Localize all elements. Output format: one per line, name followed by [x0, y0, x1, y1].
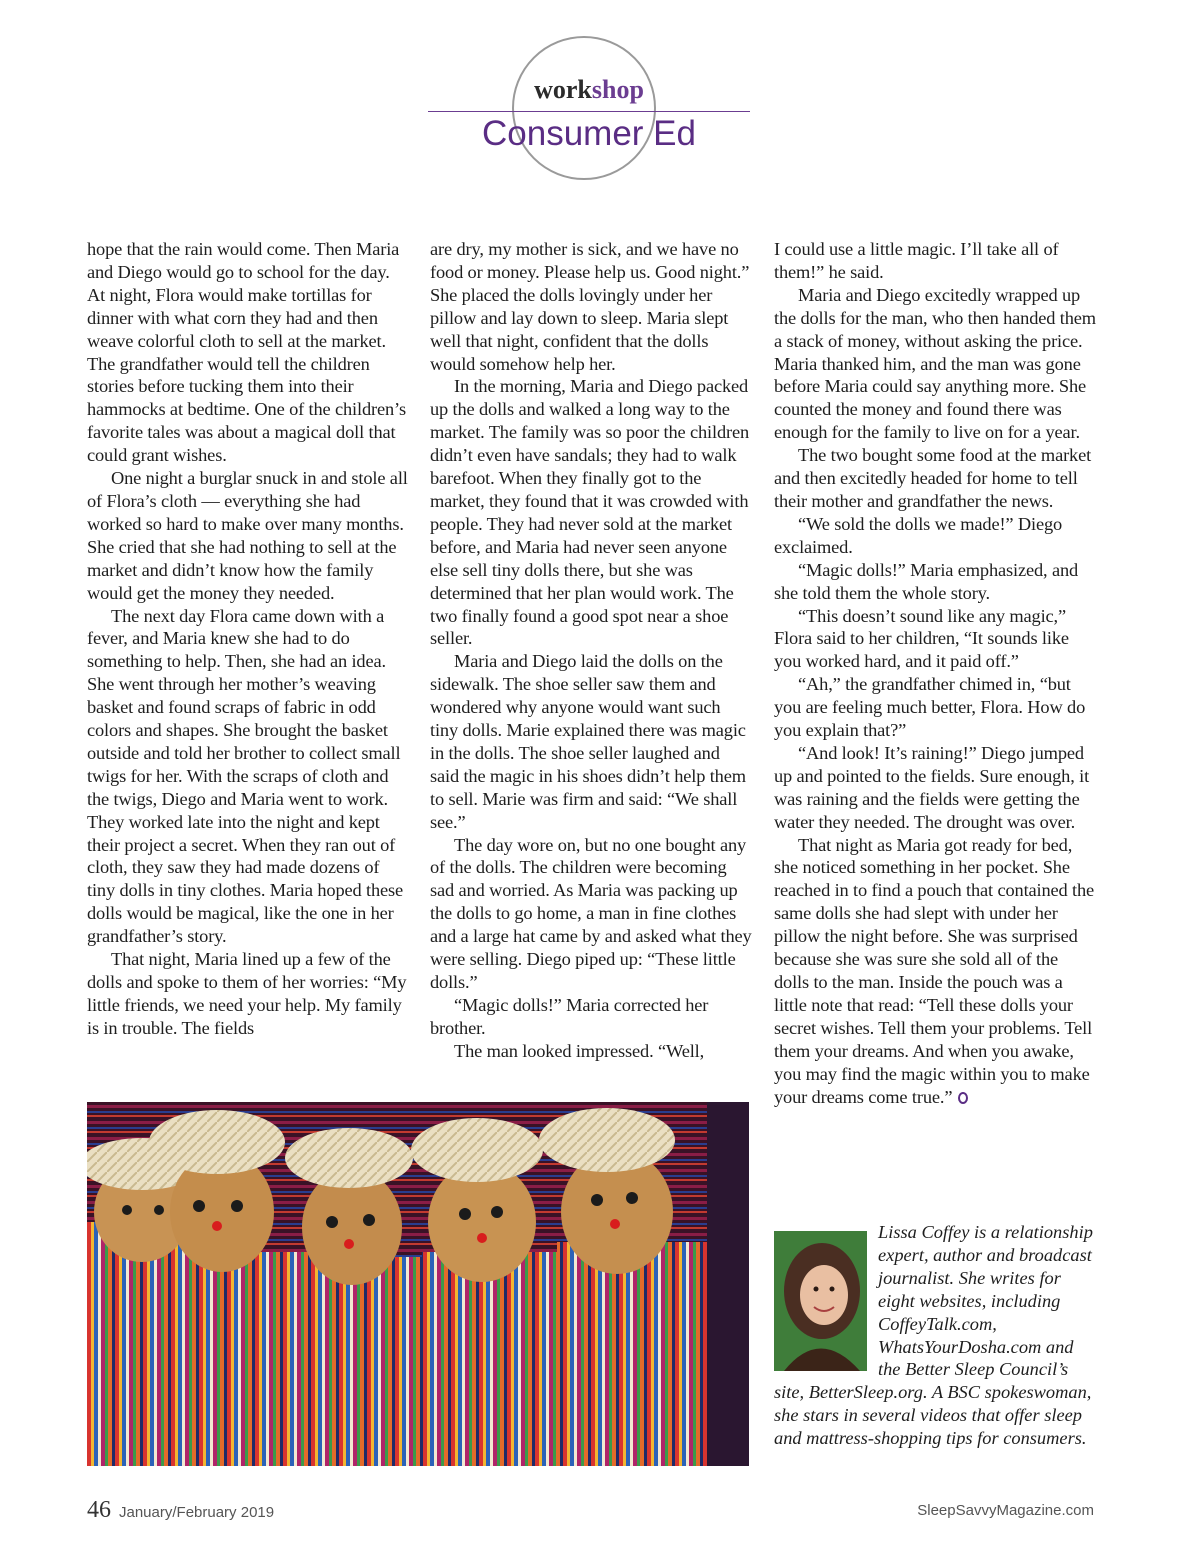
paragraph: “Magic dolls!” Maria corrected her brother.	[430, 994, 709, 1038]
issue-date: January/February 2019	[119, 1504, 275, 1521]
paragraph: The day wore on, but no one bought any of the dolls. The children were becoming sad and worried. As Maria was packing up the dolls to go home, a man in fine clothes and a large hat came by and asked what they were selling. Diego piped up: “These little dolls.”	[430, 834, 752, 992]
paragraph: hope that the rain would come. Then Maria and Diego would go to school for the day. At night, Flora would make tortillas for dinner with what corn they had and then weave colorful cloth to sell at the market. The grandfather would tell the children stories before tucking them into their hammocks at bedtime. One of the children’s favorite tales was about a magical doll that could grant wishes.	[87, 239, 407, 466]
magazine-website: SleepSavvyMagazine.com	[917, 1502, 1094, 1519]
header-ring	[512, 36, 656, 180]
worry-dolls-illustration	[87, 1102, 749, 1466]
page-number: 46	[87, 1497, 111, 1523]
paragraph: In the morning, Maria and Diego packed up the dolls and walked a long way to the market. The family was so poor the children didn’t even have sandals; they had to walk barefoot. When they finally got to the market, they found that it was crowded with people. They had never sold at the market before, and Maria had never seen anyone else sell tiny dolls there, but she was determined that her plan would work. The two finally found a good spot near a shoe seller.	[430, 376, 750, 649]
paragraph: Maria and Diego laid the dolls on the sidewalk. The shoe seller saw them and wondered why anyone would want such tiny dolls. Marie explained there was magic in the dolls. The shoe seller laughed and said the magic in his shoes didn’t help them to sell. Marie was firm and said: “We shall see.”	[430, 651, 746, 832]
paragraph: I could use a little magic. I’ll take all of them!” he said.	[774, 239, 1059, 282]
paragraph: One night a burglar snuck in and stole all of Flora’s cloth — everything she had worked so hard to make over many months. She cried that she had nothing to sell at the market and didn’t know how the family would get the money they needed.	[87, 468, 408, 603]
paragraph: The two bought some food at the market and then excitedly headed for home to tell their mother and grandfather the news.	[774, 445, 1092, 511]
author-bio	[774, 1221, 1096, 1450]
article-column-1	[87, 238, 409, 1040]
author-bio-text: Lissa Coffey is a relationship expert, author and broadcast journalist. She writes for eight websites, including CoffeyTalk.com, WhatsYourDosha.com and the Better Sleep Council’s site, BetterSleep.org. A BSC spokeswoman, she stars in several videos that offer sleep and mattress-shopping tips for consumers.	[774, 1222, 1093, 1449]
section-kicker	[428, 74, 750, 106]
page-footer-left	[87, 1497, 274, 1524]
kicker-shop: shop	[591, 75, 644, 104]
paragraph: Maria and Diego excitedly wrapped up the dolls for the man, who then handed them a stack of money, without asking the price. Maria thanked him, and the man was gone before Maria could say anything more. She counted the money and found there was enough for the family to live on for a year.	[774, 284, 1096, 443]
paragraph-text: That night as Maria got ready for bed, she noticed something in her pocket. She reached in to find a pouch that contained the same dolls she had slept with under her pillow the night before. She was surprised because she was sure she sold all of the dolls to the man. Inside the pouch was a little note that read: “Tell these dolls your secret wishes. Tell them your problems. Tell them your dreams. And when you awake, you may find the magic within you to make your dreams come true.”	[774, 834, 1095, 1107]
portrait-spacer	[774, 1221, 878, 1369]
paragraph: “This doesn’t sound like any magic,” Flora said to her children, “It sounds like you worked hard, and it paid off.”	[774, 605, 1069, 672]
paragraph: That night, Maria lined up a few of the dolls and spoke to them of her worries: “My little friends, we need your help. My family is in trouble. The fields	[87, 949, 407, 1038]
paragraph: The man looked impressed. “Well,	[454, 1040, 705, 1061]
section-title: Consumer Ed	[482, 114, 696, 153]
article-column-2	[430, 238, 752, 1063]
paragraph: “Ah,” the grandfather chimed in, “but you are feeling much better, Flora. How do you explain that?”	[774, 674, 1086, 741]
paragraph: “We sold the dolls we made!” Diego exclaimed.	[774, 513, 1063, 557]
worry-dolls-photo	[87, 1102, 749, 1466]
end-mark-icon	[958, 1092, 968, 1104]
article-column-3	[774, 238, 1096, 1108]
paragraph: “And look! It’s raining!” Diego jumped up and pointed to the fields. Sure enough, it was raining and the fields were getting the water they needed. The drought was over.	[774, 742, 1090, 832]
kicker-work: work	[534, 75, 592, 104]
paragraph: are dry, my mother is sick, and we have no food or money. Please help us. Good night.” She placed the dolls lovingly under her pillow and lay down to sleep. Maria slept well that night, confident that the dolls would somehow help her.	[430, 239, 750, 374]
paragraph: The next day Flora came down with a fever, and Maria knew she had to do something to help. Then, she had an idea. She went through her mother’s weaving basket and found scraps of fabric in odd colors and shapes. She brought the basket outside and told her brother to collect small twigs for her. With the scraps of cloth and the twigs, Diego and Maria went to work. They worked late into the night and kept their project a secret. When they ran out of cloth, they saw they had made dozens of tiny dolls in tiny clothes. Maria hoped these dolls would be magical, like the one in her grandfather’s story.	[87, 605, 404, 947]
paragraph-last	[774, 834, 1096, 1109]
paragraph: “Magic dolls!” Maria emphasized, and she told them the whole story.	[774, 559, 1079, 603]
masthead	[0, 0, 1200, 200]
